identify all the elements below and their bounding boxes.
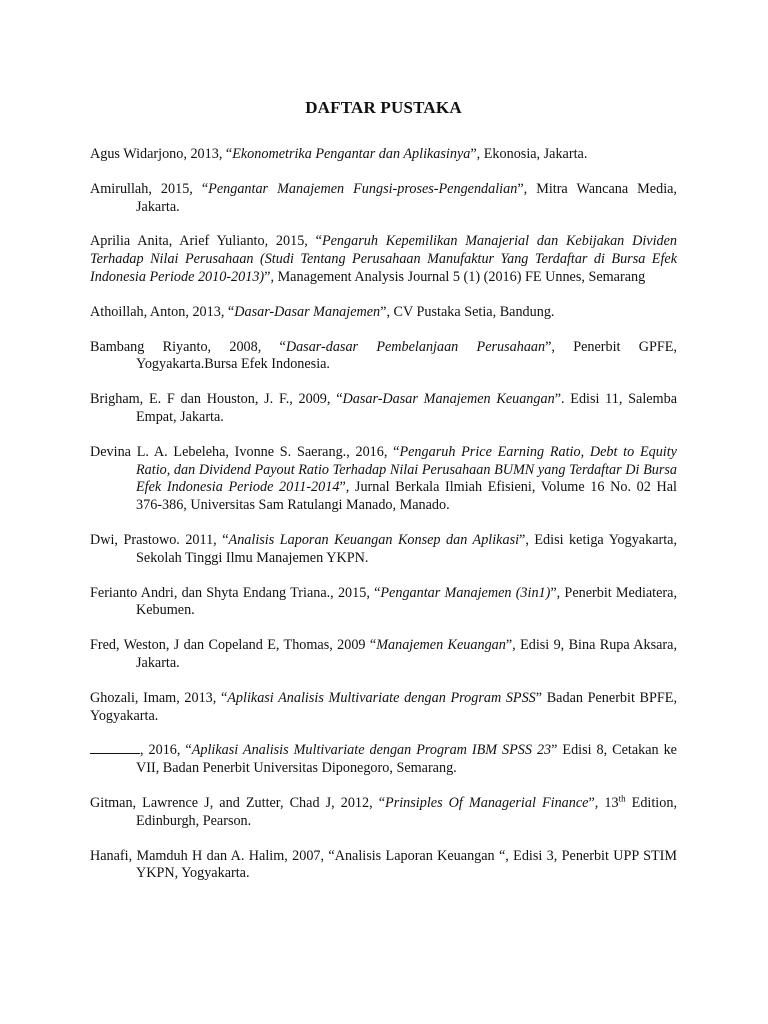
reference-entry: , 2016, “Aplikasi Analisis Multivariate dengan Program IBM SPSS 23” Edisi 8, Cetakan ke VII, Badan Penerbit Universitas Diponegoro, Semarang.	[90, 742, 677, 778]
document-page	[90, 98, 677, 900]
reference-entry: Brigham, E. F dan Houston, J. F., 2009, “Dasar-Dasar Manajemen Keuangan”. Edisi 11, Salemba Empat, Jakarta.	[90, 391, 677, 425]
reference-entry: Dwi, Prastowo. 2011, “Analisis Laporan Keuangan Konsep dan Aplikasi”, Edisi ketiga Yogyakarta, Sekolah Tinggi Ilmu Manajemen YKPN.	[90, 531, 677, 566]
reference-entry: Amirullah, 2015, “Pengantar Manajemen Fungsi-proses-Pengendalian”, Mitra Wancana Media, Jakarta.	[90, 180, 677, 215]
reference-entry: Agus Widarjono, 2013, “Ekonometrika Pengantar dan Aplikasinya”, Ekonosia, Jakarta.	[90, 146, 588, 162]
reference-entry: Ghozali, Imam, 2013, “Aplikasi Analisis Multivariate dengan Program SPSS” Badan Penerbit BPFE, Yogyakarta.	[90, 689, 677, 724]
reference-entry: Hanafi, Mamduh H dan A. Halim, 2007, “Analisis Laporan Keuangan “, Edisi 3, Penerbit UPP STIM YKPN, Yogyakarta.	[90, 847, 677, 882]
reference-entry: Gitman, Lawrence J, and Zutter, Chad J, 2012, “Prinsiples Of Managerial Finance”, 13th Edition, Edinburgh, Pearson.	[90, 793, 677, 829]
reference-entry: Fred, Weston, J dan Copeland E, Thomas, 2009 “Manajemen Keuangan”, Edisi 9, Bina Rupa Aksara, Jakarta.	[90, 637, 677, 671]
author-repeat-line	[90, 742, 140, 754]
reference-entry: Athoillah, Anton, 2013, “Dasar-Dasar Manajemen”, CV Pustaka Setia, Bandung.	[90, 303, 555, 320]
page-title: DAFTAR PUSTAKA	[305, 98, 462, 117]
reference-entry: Bambang Riyanto, 2008, “Dasar-dasar Pembelanjaan Perusahaan”, Penerbit GPFE, Yogyakarta.Bursa Efek Indonesia.	[90, 338, 677, 373]
reference-entry: Aprilia Anita, Arief Yulianto, 2015, “Pengaruh Kepemilikan Manajerial dan Kebijakan Dividen Terhadap Nilai Perusahaan (Studi Tentang Perusahaan Manufaktur Yang Terdaftar di Bursa Efek Indonesia Periode 2010-2013)”, Management Analysis Journal 5 (1) (2016) FE Unnes, Semarang	[90, 233, 677, 285]
reference-entry: Devina L. A. Lebeleha, Ivonne S. Saerang., 2016, “Pengaruh Price Earning Ratio, Debt to Equity Ratio, dan Dividend Payout Ratio Terhadap Nilai Perusahaan BUMN yang Terdaftar Di Bursa Efek Indonesia Periode 2011-2014”, Jurnal Berkala Ilmiah Efisieni, Volume 16 No. 02 Hal 376-386, Universitas Sam Ratulangi Manado, Manado.	[90, 443, 677, 514]
reference-entry: Ferianto Andri, dan Shyta Endang Triana., 2015, “Pengantar Manajemen (3in1)”, Penerbit Mediatera, Kebumen.	[90, 584, 677, 619]
